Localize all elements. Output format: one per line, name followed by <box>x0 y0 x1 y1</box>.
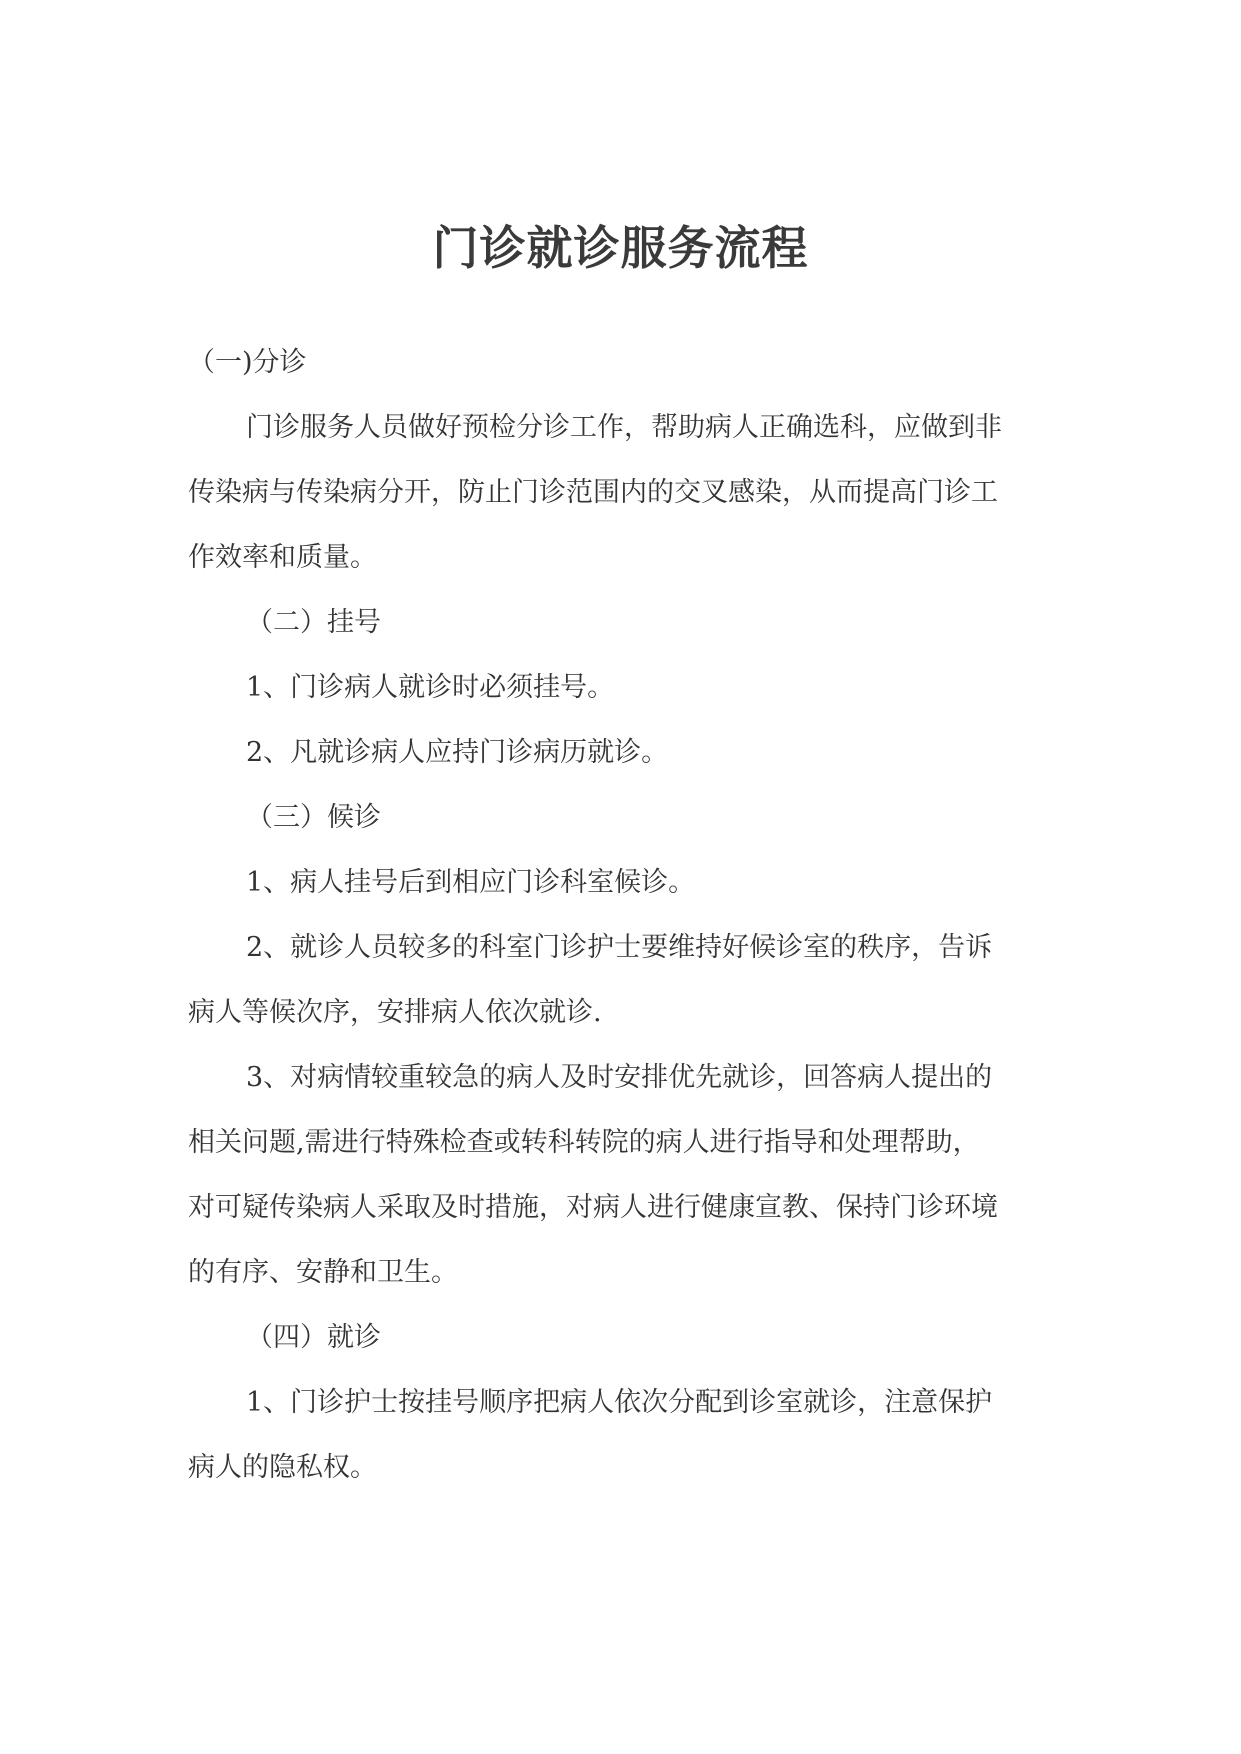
list-item: 1、门诊护士按挂号顺序把病人依次分配到诊室就诊，注意保护 <box>246 1387 993 1418</box>
list-item: 1、门诊病人就诊时必须挂号。 <box>246 672 615 703</box>
section-heading-1: （一)分诊 <box>188 347 307 378</box>
paragraph-line: 相关问题,需进行特殊检查或转科转院的病人进行指导和处理帮助， <box>188 1127 980 1158</box>
list-item: 2、就诊人员较多的科室门诊护士要维持好候诊室的秩序，告诉 <box>246 932 993 963</box>
paragraph-line: 病人等候次序，安排病人依次就诊. <box>188 997 602 1028</box>
list-item: 1、病人挂号后到相应门诊科室候诊。 <box>246 867 696 898</box>
list-item: 2、凡就诊病人应持门诊病历就诊。 <box>246 737 669 768</box>
paragraph-line: 的有序、安静和卫生。 <box>188 1257 458 1288</box>
section-heading-2: （二）挂号 <box>246 607 381 638</box>
section-heading-4: （四）就诊 <box>246 1322 381 1353</box>
document-body <box>188 330 1058 1500</box>
section-heading-3: （三）候诊 <box>246 802 381 833</box>
document-title: 门诊就诊服务流程 <box>432 221 809 275</box>
paragraph-line: 门诊服务人员做好预检分诊工作，帮助病人正确选科，应做到非 <box>246 412 1002 443</box>
paragraph-line: 病人的隐私权。 <box>188 1452 377 1483</box>
paragraph-line: 对可疑传染病人采取及时措施，对病人进行健康宣教、保持门诊环境 <box>188 1192 998 1223</box>
list-item: 3、对病情较重较急的病人及时安排优先就诊，回答病人提出的 <box>246 1062 993 1093</box>
paragraph-line: 作效率和质量。 <box>188 542 377 573</box>
paragraph-line: 传染病与传染病分开，防止门诊范围内的交叉感染，从而提高门诊工 <box>188 477 998 508</box>
